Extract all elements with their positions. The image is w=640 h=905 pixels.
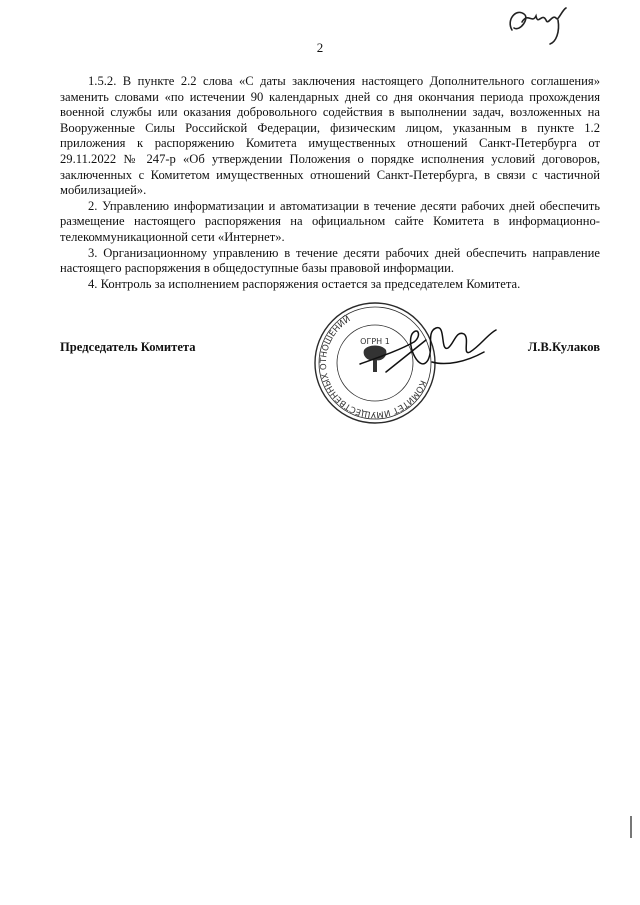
handwritten-signature <box>356 312 506 392</box>
signer-name: Л.В.Кулаков <box>527 340 600 354</box>
edge-scan-mark <box>630 816 632 838</box>
paragraph-1-5-2: 1.5.2. В пункте 2.2 слова «С даты заключения настоящего Дополнительного соглашения» заменить словами «по истечении 90 календарных дней со дня окончания периода прохождения военной службы или оказания добровольного содействия в выполнении задач, возложенных на Вооруженные Силы Российской Федерации, физическим лицом, указанным в пункте 1.2 приложения к распоряжению Комитета имущественных отношений Санкт-Петербурга от 29.11.2022 № 247-р «Об утверждении Положения о порядке исполнения условий договоров, заключенных с Комитетом имущественных отношений Санкт-Петербурга, в связи с частичной мобилизацией». <box>60 74 600 198</box>
paragraph-2: 2. Управлению информатизации и автоматизации в течение десяти рабочих дней обеспечить размещение настоящего распоряжения на официальном сайте Комитета в информационно-телекоммуникационной сети «Интернет». <box>60 198 600 244</box>
seal-ring-text: КОМИТЕТ ИМУЩЕСТВЕННЫХ ОТНОШЕНИЙ <box>318 314 428 420</box>
paragraph-3: 3. Организационному управлению в течение десяти рабочих дней обеспечить направление настоящего распоряжения в общедоступные базы правовой информации. <box>60 245 600 276</box>
paragraph-4: 4. Контроль за исполнением распоряжения остается за председателем Комитета. <box>88 276 521 291</box>
seal-inner-text: ОГРН 1 <box>360 337 390 346</box>
signer-title: Председатель Комитета <box>60 340 196 354</box>
body-text <box>60 74 600 292</box>
page-number: 2 <box>316 40 324 55</box>
signature-block <box>60 340 600 364</box>
